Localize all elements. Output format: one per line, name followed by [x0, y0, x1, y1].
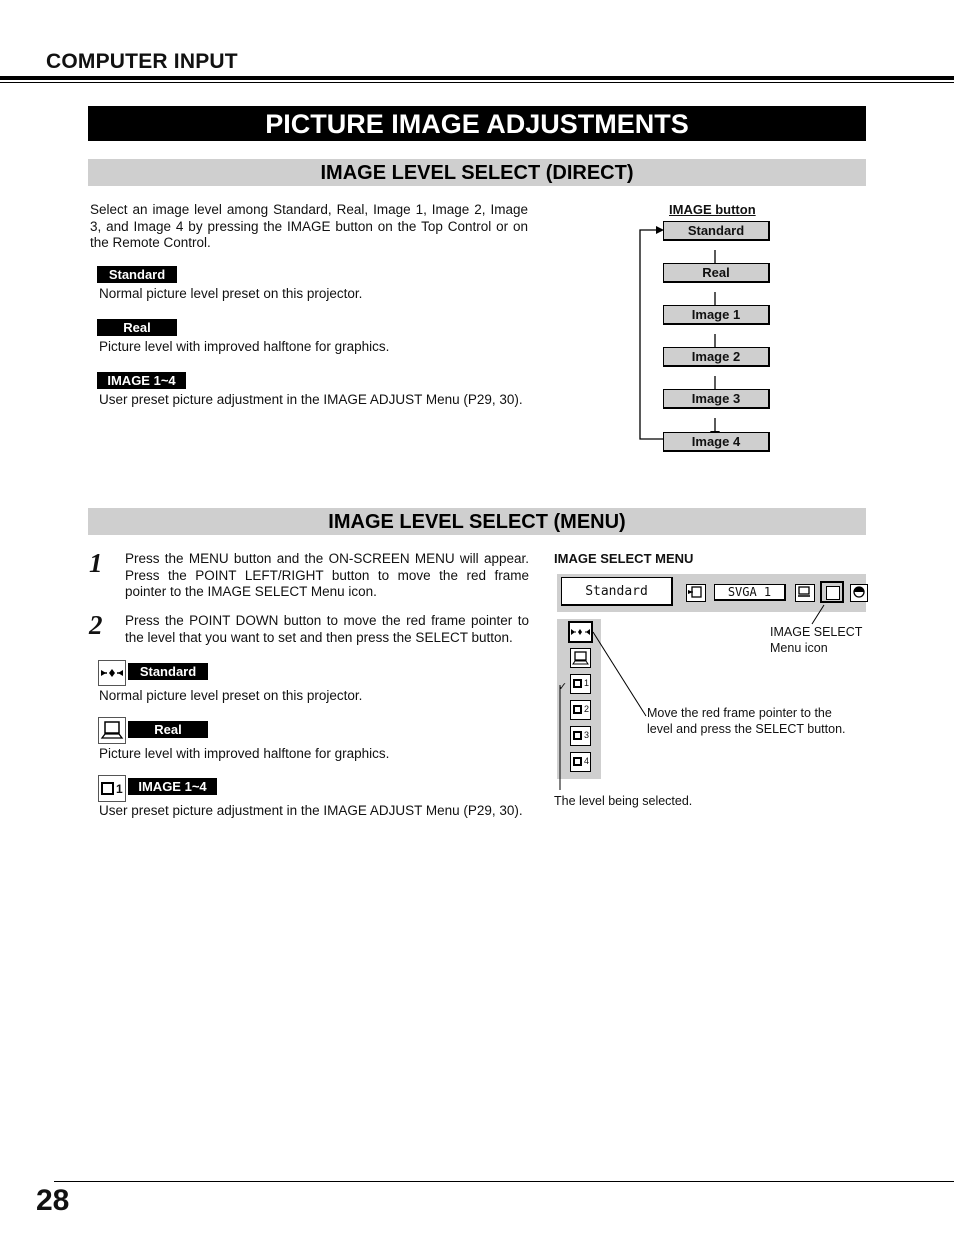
direct-tag-real: Real — [97, 319, 177, 336]
flow-step-real: Real — [663, 263, 770, 283]
callout-pointer-label: Move the red frame pointer to the level and press the SELECT button. — [647, 706, 846, 736]
image-level-icon-digit: 1 — [116, 782, 123, 796]
callout-icon-label: IMAGE SELECT Menu icon — [770, 625, 863, 655]
flow-step-image3: Image 3 — [663, 389, 770, 409]
real-level-icon — [98, 717, 126, 744]
menu-desc-standard: Normal picture level preset on this projector. — [99, 688, 363, 703]
header-rule-thin — [0, 82, 954, 83]
flow-label: IMAGE button — [669, 202, 756, 217]
standard-level-icon — [98, 660, 126, 686]
step-text-1: Press the MENU button and the ON-SCREEN MENU will appear. Press the POINT LEFT/RIGHT button to move the red frame pointer to the IMAGE SELECT Menu icon. — [125, 551, 529, 599]
step-number-1: 1 — [89, 548, 103, 578]
flow-arrows — [620, 215, 780, 455]
menu-tag-standard: Standard — [128, 663, 208, 680]
section-label: COMPUTER INPUT — [46, 50, 238, 73]
list-item-image3[interactable]: 3 — [570, 726, 591, 746]
list-item-image4[interactable]: 4 — [570, 752, 591, 772]
flow-step-image1: Image 1 — [663, 305, 770, 325]
flow-step-image2: Image 2 — [663, 347, 770, 367]
menu-tag-real: Real — [128, 721, 208, 738]
direct-desc-image: User preset picture adjustment in the IMAGE ADJUST Menu (P29, 30). — [99, 392, 523, 407]
callout-selected-label: The level being selected. — [554, 794, 693, 808]
menu-section-title: IMAGE LEVEL SELECT (MENU) — [88, 508, 866, 535]
footer-rule — [54, 1181, 954, 1182]
page-number: 28 — [36, 1184, 70, 1217]
step-number-2: 2 — [89, 610, 103, 640]
osd-source-display: SVGA 1 — [714, 584, 786, 601]
step-text-2: Press the POINT DOWN button to move the red frame pointer to the level that you want to set and then press the SELECT button. — [125, 613, 529, 645]
flow-step-image4: Image 4 — [663, 432, 770, 452]
header-rule — [0, 76, 954, 80]
page-title: PICTURE IMAGE ADJUSTMENTS — [88, 106, 866, 141]
screen-heading: IMAGE SELECT MENU — [554, 551, 694, 566]
direct-section-title: IMAGE LEVEL SELECT (DIRECT) — [88, 159, 866, 186]
direct-tag-standard: Standard — [97, 266, 177, 283]
list-item-image2[interactable]: 2 — [570, 700, 591, 720]
menu-desc-image: User preset picture adjustment in the IMAGE ADJUST Menu (P29, 30). — [99, 803, 523, 818]
menu-tag-image: IMAGE 1~4 — [128, 778, 217, 795]
direct-tag-image: IMAGE 1~4 — [97, 372, 186, 389]
direct-desc-standard: Normal picture level preset on this projector. — [99, 286, 363, 301]
menu-desc-real: Picture level with improved halftone for graphics. — [99, 746, 390, 761]
direct-intro: Select an image level among Standard, Real, Image 1, Image 2, Image 3, and Image 4 by pressing the IMAGE button on the Top Control or on the Remote Control. — [90, 202, 528, 250]
image-level-icon — [98, 775, 126, 802]
list-item-image1[interactable]: 1 — [570, 674, 591, 694]
check-mark-icon: ✓ — [558, 681, 568, 693]
osd-level-display: Standard — [561, 577, 673, 606]
flow-step-standard: Standard — [663, 221, 770, 241]
direct-desc-real: Picture level with improved halftone for graphics. — [99, 339, 390, 354]
